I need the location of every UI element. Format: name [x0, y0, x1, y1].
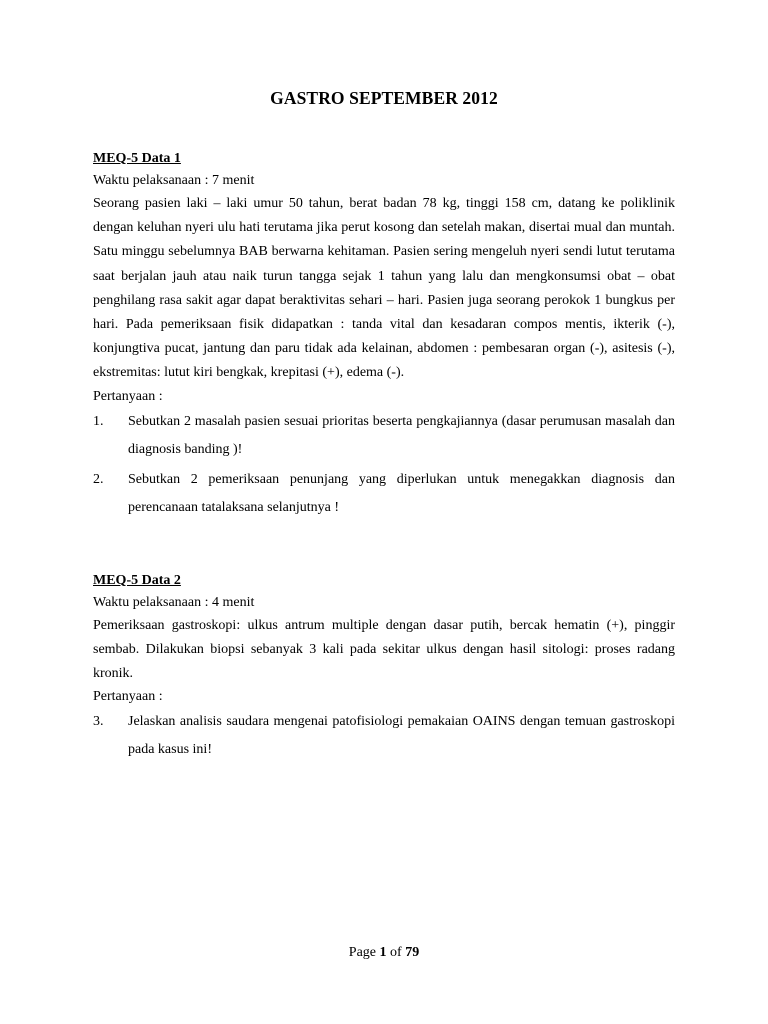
document-title: GASTRO SEPTEMBER 2012 — [270, 88, 498, 108]
section-meq5-data2 — [93, 570, 675, 765]
case-paragraph: Pemeriksaan gastroskopi: ulkus antrum multiple dengan dasar putih, bercak hematin (+), pinggir sembab. Dilakukan biopsi sebanyak 3 kali pada sekitar ulkus dengan hasil sitologi: proses radang kronik. — [93, 617, 675, 682]
time-allotted: Waktu pelaksanaan : 7 menit — [93, 173, 255, 188]
question-number: 2. — [93, 471, 104, 487]
time-allotted: Waktu pelaksanaan : 4 menit — [93, 594, 255, 610]
footer-of-word: of — [390, 945, 402, 960]
case-paragraph: Seorang pasien laki – laki umur 50 tahun, berat badan 78 kg, tinggi 158 cm, datang ke poliklinik dengan keluhan nyeri ulu hati terutama jika perut kosong dan setelah makan, disertai mual dan muntah. Satu minggu sebelumnya BAB berwarna kehitaman. Pasien sering mengeluh nyeri sendi lutut terutama saat berjalan jauh atau naik turun tangga sejak 1 tahun yang lalu dan mengkonsumsi obat – obat penghilang rasa sakit agar dapat beraktivitas sehari – hari. Pasien juga seorang perokok 1 bungkus per hari. Pada pemeriksaan fisik didapatkan : tanda vital dan kesadaran compos mentis, ikterik (-), konjungtiva pucat, jantung dan paru tidak ada kelainan, abdomen : pembesaran organ (-), asitesis (-), ekstremitas: lutut kiri bengkak, krepitasi (+), edema (-). — [93, 196, 675, 381]
page-footer — [0, 945, 768, 961]
footer-current-page: 1 — [379, 945, 387, 960]
document-body — [93, 148, 675, 766]
question-number: 3. — [93, 714, 104, 730]
footer-page-word: Page — [348, 945, 377, 960]
section-meq5-data1 — [93, 148, 675, 522]
section-heading: MEQ-5 Data 2 — [93, 572, 181, 588]
section-heading: MEQ-5 Data 1 — [93, 151, 181, 166]
questions-label: Pertanyaan : — [93, 388, 163, 404]
question-item — [93, 708, 675, 764]
question-number: 1. — [93, 413, 104, 429]
question-text: Sebutkan 2 pemeriksaan penunjang yang diperlukan untuk menegakkan diagnosis dan perencanaan tatalaksana selanjutnya ! — [128, 471, 675, 515]
question-text: Jelaskan analisis saudara mengenai patofisiologi pemakaian OAINS dengan temuan gastroskopi pada kasus ini! — [128, 714, 675, 758]
question-text: Sebutkan 2 masalah pasien sesuai prioritas beserta pengkajiannya (dasar perumusan masalah dan diagnosis banding )! — [128, 413, 675, 457]
footer-total-pages: 79 — [405, 945, 420, 960]
question-item — [93, 466, 675, 522]
questions-label: Pertanyaan : — [93, 689, 163, 705]
question-item — [93, 408, 675, 464]
